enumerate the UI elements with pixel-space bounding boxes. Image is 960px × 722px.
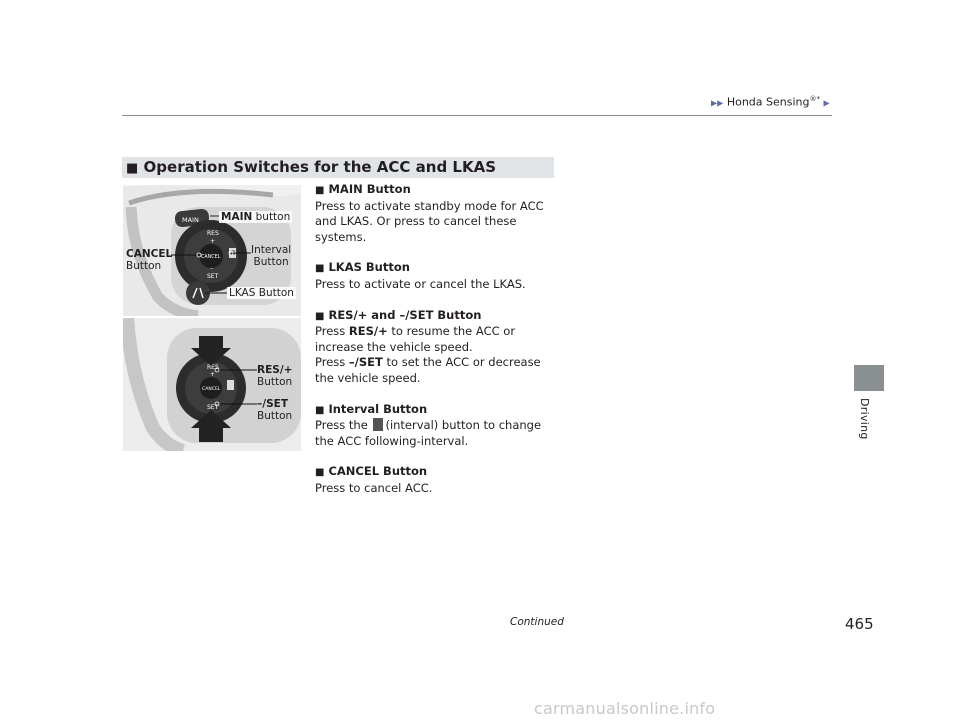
site-watermark: carmanualsonline.info <box>534 699 716 718</box>
main-button-item <box>315 182 560 245</box>
main-button-heading: ■ MAIN Button <box>315 182 411 196</box>
wheel-main-text: MAIN <box>182 216 199 224</box>
page-number: 465 <box>845 615 874 633</box>
interval-text: Press the (interval) button to change the ACC following-interval. <box>315 418 542 448</box>
header-title: Honda Sensing <box>726 95 810 109</box>
chapter-label: Driving <box>858 398 871 440</box>
section-marker: ■ <box>126 161 139 176</box>
set-text: Press –/SET to set the ACC or decrease the vehicle speed. <box>315 355 541 385</box>
breadcrumb-arrows: ▶▶ <box>711 98 724 108</box>
interval-button-heading: ■ Interval Button <box>315 401 428 416</box>
registered-mark: ® <box>809 95 817 103</box>
lkas-button-text: Press to activate or cancel the LKAS. <box>315 276 526 291</box>
wheel-res-text: RES <box>207 230 219 237</box>
cancel-button-label: CANCEL Button <box>126 248 173 272</box>
wheel-cancel-text: CANCEL <box>201 255 221 260</box>
lkas-button-label: LKAS Button <box>229 287 294 299</box>
wheel2-plus-text: + <box>210 371 216 378</box>
res-set-item <box>315 308 560 387</box>
asterisk-mark: * <box>816 95 820 103</box>
running-header <box>711 95 830 109</box>
breadcrumb-arrow-end: ▶ <box>823 98 830 108</box>
minus-set-button-label: –/SET Button <box>257 398 293 422</box>
interval-button-label: Interval Button <box>251 244 292 268</box>
res-set-figure <box>123 318 301 451</box>
wheel2-res-text: RES <box>207 364 219 371</box>
lkas-button-heading: ■ LKAS Button <box>315 260 410 275</box>
description-column <box>315 182 560 512</box>
header-rule <box>122 115 832 116</box>
res-text: Press RES/+ to resume the ACC or increase the vehicle speed. <box>315 324 516 354</box>
chapter-tab <box>854 365 884 391</box>
lkas-button-item <box>315 260 560 292</box>
wheel2-set-text: SET <box>207 404 219 411</box>
wheel-plus-text: + <box>210 238 216 245</box>
cancel-button-text: Press to cancel ACC. <box>315 480 433 495</box>
interval-inline-icon <box>373 418 383 431</box>
cancel-button-heading: ■ CANCEL Button <box>315 464 428 479</box>
continued-note: Continued <box>510 616 564 628</box>
interval-button-item <box>315 402 560 450</box>
cancel-button-item <box>315 464 560 496</box>
section-title <box>126 158 496 176</box>
interval-icon-2 <box>227 380 234 390</box>
res-set-heading: ■ RES/+ and –/SET Button <box>315 307 482 322</box>
wheel-set-text: SET <box>207 273 219 280</box>
main-button-text: Press to activate standby mode for ACC and LKAS. Or press to cancel these systems. <box>315 198 544 244</box>
main-button-label: MAIN button <box>221 211 291 223</box>
wheel2-cancel-text: CANCEL <box>202 387 221 392</box>
wheel-minus-text: – <box>210 265 213 272</box>
res-plus-button-label: RES/+ Button <box>257 364 293 388</box>
section-title-text: Operation Switches for the ACC and LKAS <box>143 158 496 176</box>
steering-switch-figure <box>123 185 301 316</box>
